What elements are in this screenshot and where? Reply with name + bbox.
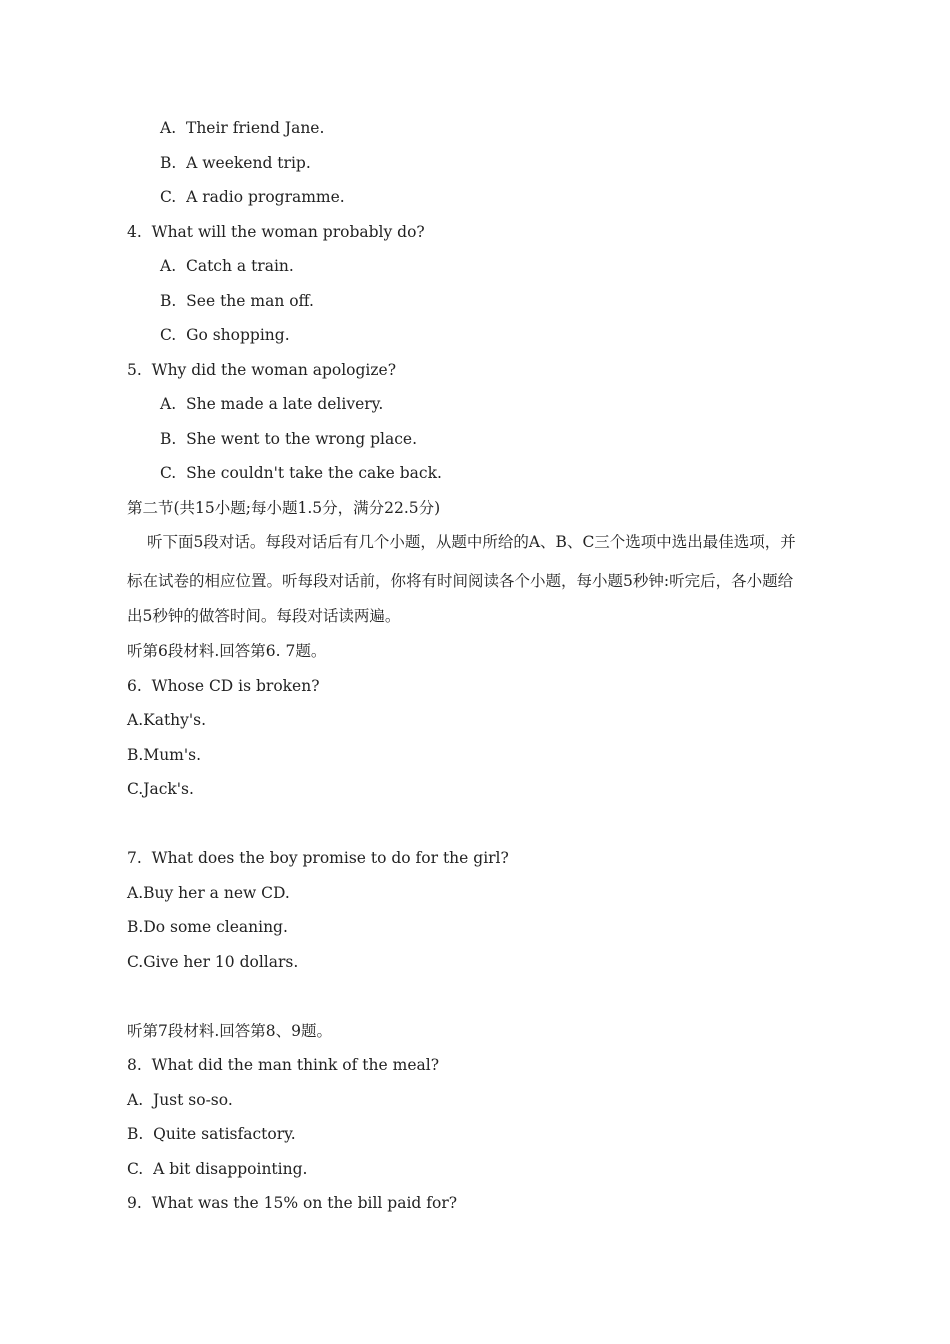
q8-option-b: B. Quite satisfactory. [127, 1125, 296, 1143]
q5-option-a: A. She made a late delivery. [160, 395, 384, 413]
section2-heading: 第二节(共15小题;每小题1.5分，满分22.5分) [127, 499, 441, 517]
q6-option-a: A.Kathy's. [127, 711, 207, 729]
q6-question: 6. Whose CD is broken? [127, 677, 320, 695]
q5-option-b: B. She went to the wrong place. [160, 430, 417, 448]
q3-option-c: C. A radio programme. [160, 188, 345, 206]
q9-question: 9. What was the 15% on the bill paid for? [127, 1194, 458, 1212]
q7-option-b: B.Do some cleaning. [127, 918, 288, 936]
q5-question: 5. Why did the woman apologize? [127, 361, 397, 379]
q3-option-a: A. Their friend Jane. [160, 119, 325, 137]
section2-instructions-line-1: 听下面5段对话。每段对话后有几个小题，从题中所给的A、B、C三个选项中选出最佳选项，并 [147, 533, 796, 551]
q4-option-c: C. Go shopping. [160, 326, 290, 344]
q4-question: 4. What will the woman probably do? [127, 223, 425, 241]
material-6-heading: 听第6段材料.回答第6. 7题。 [127, 642, 327, 660]
q8-option-a: A. Just so-so. [127, 1091, 233, 1109]
q4-option-a: A. Catch a train. [160, 257, 294, 275]
material-7-heading: 听第7段材料.回答第8、9题。 [127, 1022, 333, 1040]
q8-option-c: C. A bit disappointing. [127, 1160, 308, 1178]
q6-option-b: B.Mum's. [127, 746, 202, 764]
q6-option-c: C.Jack's. [127, 780, 194, 798]
q3-option-b: B. A weekend trip. [160, 154, 311, 172]
q7-option-a: A.Buy her a new CD. [127, 884, 290, 902]
q7-option-c: C.Give her 10 dollars. [127, 953, 299, 971]
q5-option-c: C. She couldn't take the cake back. [160, 464, 442, 482]
q7-question: 7. What does the boy promise to do for the girl? [127, 849, 509, 867]
section2-instructions-line-3: 出5秒钟的做答时间。每段对话读两遍。 [127, 607, 401, 625]
q4-option-b: B. See the man off. [160, 292, 314, 310]
q8-question: 8. What did the man think of the meal? [127, 1056, 439, 1074]
section2-instructions-line-2: 标在试卷的相应位置。听每段对话前，你将有时间阅读各个小题，每小题5秒钟:听完后，各小题给 [127, 572, 794, 590]
